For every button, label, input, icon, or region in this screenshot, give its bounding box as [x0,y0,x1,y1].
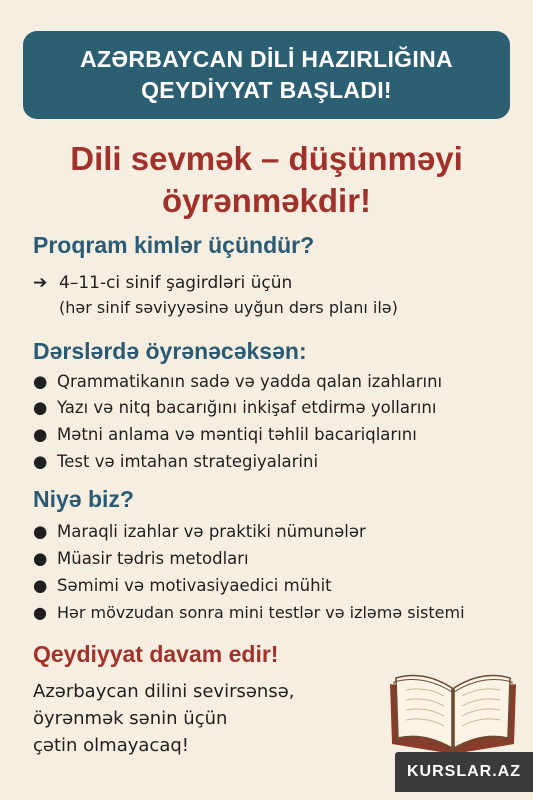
bullet-dot-icon: ● [33,452,48,471]
bullet-dot-icon: ● [33,372,48,391]
why-item-text: Səmimi və motivasiyaedici mühit [57,576,332,595]
why-item-text: Hər mövzudan sonra mini testlər və izləmə sistemi [57,603,465,622]
brand-watermark: KURSLAR.AZ [395,752,533,792]
learn-item-text: Test və imtahan strategiyalarini [57,452,319,471]
bullet-dot-icon: ● [33,398,48,417]
registration-banner [23,31,510,119]
learn-item [33,372,442,391]
slogan-line-1: Dili sevmək – düşünməyi [70,140,463,177]
closing-text [33,678,295,759]
why-item [33,576,332,595]
program-audience-text: 4–11-ci sinif şagirdləri üçün [59,273,293,293]
open-book-icon [386,666,520,756]
banner-line-1: AZƏRBAYCAN DİLİ HAZIRLIĞINA [80,46,453,72]
slogan [0,138,533,222]
closing-line-3: çətin olmayacaq! [33,735,189,756]
banner-line-2: QEYDİYYAT BAŞLADI! [141,77,392,103]
why-item [33,603,465,622]
why-item-text: Maraqli izahlar və praktiki nümunələr [57,522,366,541]
learn-item-text: Qrammatikanın sadə və yadda qalan izahlarını [57,372,443,391]
bullet-dot-icon: ● [33,522,48,541]
learn-item-text: Mətni anlama və məntiqi təhlil bacariqlarını [57,425,417,444]
bullet-dot-icon: ● [33,603,47,622]
bullet-dot-icon: ● [33,425,48,444]
closing-heading: Qeydiyyat davam edir! [33,641,279,667]
learn-item [33,425,417,444]
program-note: (hər sinif səviyyəsinə uyğun dərs planı ilə) [59,298,398,317]
why-item [33,522,366,541]
slogan-line-2: öyrənməkdir! [161,182,372,219]
bullet-dot-icon: ● [33,549,48,568]
bullet-dot-icon: ● [33,576,48,595]
program-heading: Proqram kimlər üçündür? [33,232,315,258]
learn-item [33,452,318,471]
closing-line-2: öyrənmək sənin üçün [33,708,228,729]
closing-line-1: Azərbaycan dilini sevirsənsə, [33,681,295,702]
learn-item-text: Yazı və nitq bacarığını inkişaf etdirmə yollarını [57,398,437,417]
program-audience [33,272,292,294]
learn-item [33,398,436,417]
why-item-text: Müasir tədris metodları [57,549,249,568]
why-item [33,549,249,568]
right-arrow-icon: ➔ [33,273,48,293]
learn-heading: Dərslərdə öyrənəcəksən: [33,338,307,364]
why-heading: Niyə biz? [33,486,134,512]
